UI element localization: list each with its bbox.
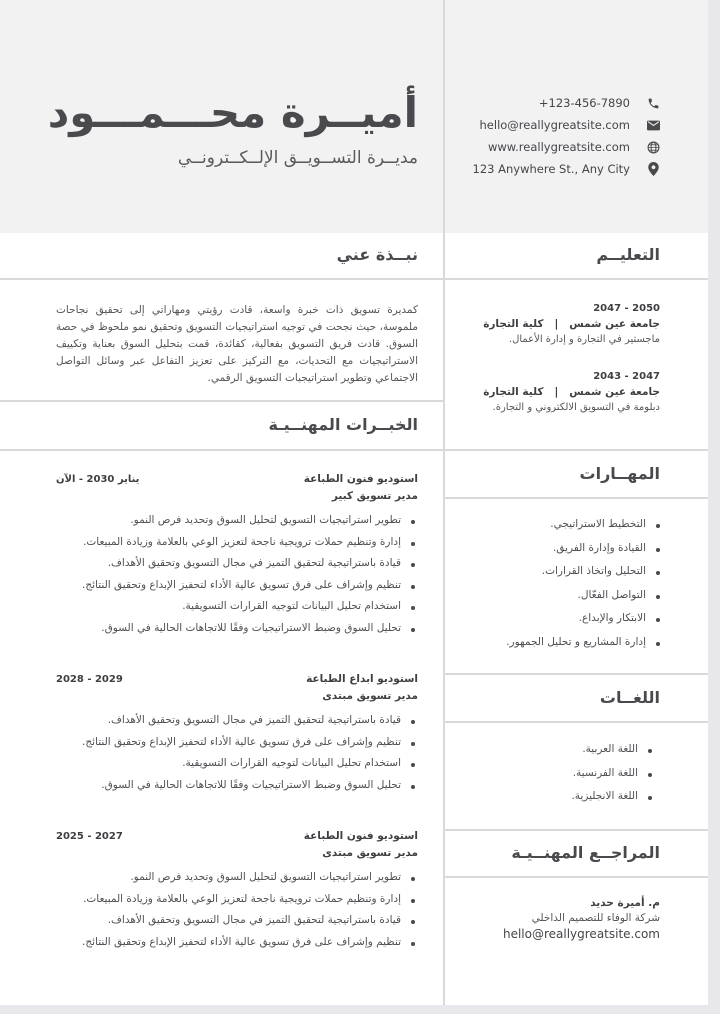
job-company: استوديو ابداع الطباعة [306,673,418,685]
education-school [460,318,660,330]
job-date: 2028 - 2029 [56,674,123,685]
languages-list [460,743,652,814]
location-icon [646,162,660,176]
person-role: مديــرة التســويــق الإلــكــترونــي [177,148,418,168]
language-item: اللغة العربية. [460,743,652,767]
reference-email: hello@reallygreatsite.com [502,927,660,941]
experience-title: الخبــرات المهنــيـة [268,415,418,434]
job-date: يناير 2030 - الآن [56,474,140,485]
faculty-name: كلية التجارة [483,386,544,398]
about-title: نبــذة عني [336,245,418,264]
reference-company: شركة الوفاء للتصميم الداخلي [531,912,660,924]
education-item [460,371,660,413]
job-duty: استخدام تحليل البيانات لتوجيه القرارات التسويقية. [56,600,415,622]
references-title: المراجــع المهنــيـة [511,843,660,862]
page-frame-bottom [0,1005,720,1014]
contact-address-text: 123 Anywhere St., Any City [472,162,630,176]
job-duty: تنظيم وإشراف على فرق تسويق عالية الأداء لتحفيز الإبداع وتحقيق النتائج. [56,736,415,758]
job-duty: قيادة باستراتيجية لتحقيق التميز في مجال التسويق وتحقيق الأهداف. [56,914,415,936]
job-duty: قيادة باستراتيجية لتحقيق التميز في مجال التسويق وتحقيق الأهداف. [56,557,415,579]
divider [443,876,708,878]
job-duties [56,514,418,643]
job-entry [56,830,418,957]
job-position: مدير تسويق كبير [331,490,418,502]
university-name: جامعة عين شمس [569,318,660,330]
job-duty: استخدام تحليل البيانات لتوجيه القرارات التسويقية. [56,757,415,779]
education-title: التعليــم [596,245,660,264]
skill-item: القيادة وإدارة الفريق. [460,542,660,566]
language-item: اللغة الانجليزية. [460,790,652,814]
education-school [460,386,660,398]
skill-item: التواصل الفعّال. [460,589,660,613]
globe-icon [646,140,660,154]
job-duty: تحليل السوق وضبط الاستراتيجيات وفقًا للاتجاهات الحالية في السوق. [56,622,415,644]
job-position: مدير تسويق مبتدى [322,847,418,859]
job-duty: تنظيم وإشراف على فرق تسويق عالية الأداء لتحفيز الإبداع وتحقيق النتائج. [56,579,415,601]
language-item: اللغة الفرنسية. [460,767,652,791]
contact-phone-text: +123-456-7890 [538,96,630,110]
job-duties [56,714,418,800]
job-company: استوديو فنون الطباعة [303,830,418,842]
divider [443,721,708,723]
contact-website-text: www.reallygreatsite.com [487,140,630,154]
job-position: مدير تسويق مبتدى [322,690,418,702]
separator: | [547,386,566,398]
job-duties [56,871,418,957]
skills-list [460,518,660,659]
skill-item: التخطيط الاستراتيجي. [460,518,660,542]
divider [443,829,708,831]
divider [443,497,708,499]
job-duty: تطوير استراتيجيات التسويق لتحليل السوق وتحديد فرص النمو. [56,871,415,893]
reference-item [460,897,660,941]
education-degree: دبلومة في التسويق الالكتروني و التجارة. [492,402,660,413]
skill-item: الابتكار والإبداع. [460,612,660,636]
job-duty: تنظيم وإشراف على فرق تسويق عالية الأداء لتحفيز الإبداع وتحقيق النتائج. [56,936,415,958]
contact-email [455,115,660,135]
divider [0,400,443,402]
page-frame-right [708,0,720,1014]
phone-icon [646,96,660,110]
about-text: كمديرة تسويق ذات خبرة واسعة، قادت رؤيتي ومهاراتي إلى تحقيق نجاحات ملموسة، حيث نجحت في توجيه استراتيجيات التسويق وتحقيق نمو ملحوظ في حصة السوق. قادت فريق التسويق بفعالية، كقائدة، قمت بتحليل السوق بعناية وتكييف الاستراتيجيات مع التحديات، مع التركيز على تعزيز التفاعل عبر وسائل التواصل الاجتماعي وتطوير استراتيجيات التسويق الرقمي. [56,304,418,384]
skill-item: إدارة المشاريع و تحليل الجمهور. [460,636,660,660]
education-degree: ماجستير في التجارة و إدارة الأعمال. [508,334,660,345]
university-name: جامعة عين شمس [569,386,660,398]
contact-email-text: hello@reallygreatsite.com [479,118,630,132]
skills-title: المهــارات [579,464,660,483]
divider [443,673,708,675]
education-years: 2047 - 2050 [593,303,660,314]
column-divider [443,0,445,1005]
job-company: استوديو فنون الطباعة [303,473,418,485]
job-date: 2025 - 2027 [56,831,123,842]
faculty-name: كلية التجارة [483,318,544,330]
email-icon [646,118,660,132]
job-duty: تحليل السوق وضبط الاستراتيجيات وفقًا للاتجاهات الحالية في السوق. [56,779,415,801]
education-years: 2043 - 2047 [593,371,660,382]
divider [0,278,708,280]
contact-website [455,137,660,157]
job-duty: إدارة وتنظيم حملات ترويجية ناجحة لتعزيز الوعي بالعلامة وزيادة المبيعات. [56,893,415,915]
reference-name: م. أميرة حديد [590,897,660,909]
job-entry [56,473,418,643]
job-duty: تطوير استراتيجيات التسويق لتحليل السوق وتحديد فرص النمو. [56,514,415,536]
contact-address [455,159,660,179]
job-duty: قيادة باستراتيجية لتحقيق التميز في مجال التسويق وتحقيق الأهداف. [56,714,415,736]
contact-phone [455,93,660,113]
person-name: أميــرة محـــمـــود [47,88,418,137]
job-duty: إدارة وتنظيم حملات ترويجية ناجحة لتعزيز الوعي بالعلامة وزيادة المبيعات. [56,536,415,558]
divider [0,449,708,451]
education-item [460,303,660,345]
job-entry [56,673,418,800]
skill-item: التحليل واتخاذ القرارات. [460,565,660,589]
separator: | [547,318,566,330]
languages-title: اللغــات [599,688,660,707]
